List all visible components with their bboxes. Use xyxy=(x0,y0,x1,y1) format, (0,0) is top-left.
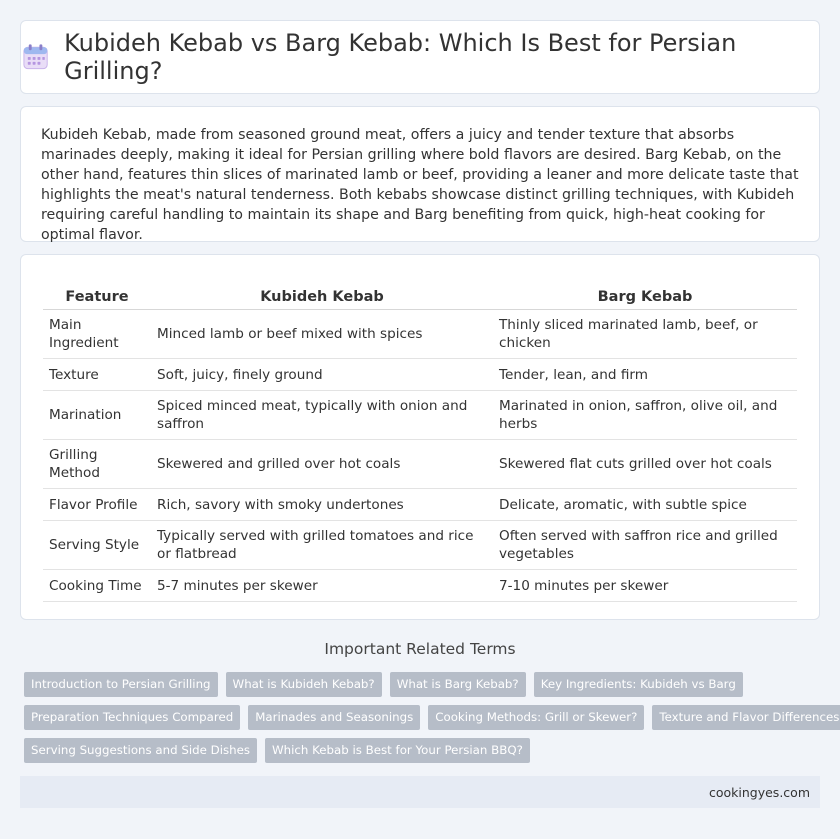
tag-what-is-kubideh[interactable]: What is Kubideh Kebab? xyxy=(226,672,382,697)
footer xyxy=(20,776,820,808)
table-row xyxy=(43,391,797,440)
table-row xyxy=(43,570,797,602)
table-row xyxy=(43,489,797,521)
tag-cooking-methods[interactable]: Cooking Methods: Grill or Skewer? xyxy=(428,705,644,730)
tag-preparation-techniques[interactable]: Preparation Techniques Compared xyxy=(24,705,240,730)
header-card xyxy=(20,20,820,94)
kubideh-cell: Minced lamb or beef mixed with spices xyxy=(151,310,493,359)
kubideh-cell: Rich, savory with smoky undertones xyxy=(151,489,493,521)
tag-introduction-persian-grilling[interactable]: Introduction to Persian Grilling xyxy=(24,672,218,697)
table-row xyxy=(43,310,797,359)
intro-text: Kubideh Kebab, made from seasoned ground meat, offers a juicy and tender texture that absorbs marinades deeply, making it ideal for Persian grilling where bold flavors are desired. Barg Kebab, on the other hand, features thin slices of marinated lamb or beef, providing a leaner and more delicate taste that highlights the meat's natural tenderness. Both kebabs showcase distinct grilling techniques, with Kubideh requiring careful handling to maintain its shape and Barg benefiting from quick, high-heat cooking for optimal flavor. xyxy=(41,127,799,243)
barg-cell: Tender, lean, and firm xyxy=(493,359,797,391)
header-feature: Feature xyxy=(43,283,151,310)
tag-which-kebab-best[interactable]: Which Kebab is Best for Your Persian BBQ? xyxy=(265,738,530,763)
intro-card xyxy=(20,106,820,242)
barg-cell: Delicate, aromatic, with subtle spice xyxy=(493,489,797,521)
feature-cell: Marination xyxy=(43,391,151,440)
table-row xyxy=(43,440,797,489)
tag-what-is-barg[interactable]: What is Barg Kebab? xyxy=(390,672,526,697)
feature-cell: Grilling Method xyxy=(43,440,151,489)
barg-cell: 7-10 minutes per skewer xyxy=(493,570,797,602)
calendar-icon xyxy=(21,42,50,72)
kubideh-cell: 5-7 minutes per skewer xyxy=(151,570,493,602)
barg-cell: Thinly sliced marinated lamb, beef, or chicken xyxy=(493,310,797,359)
kubideh-cell: Soft, juicy, finely ground xyxy=(151,359,493,391)
feature-cell: Cooking Time xyxy=(43,570,151,602)
tag-row xyxy=(24,738,824,763)
footer-site[interactable]: cookingyes.com xyxy=(708,784,810,800)
table-row xyxy=(43,359,797,391)
feature-cell: Texture xyxy=(43,359,151,391)
page-title: Kubideh Kebab vs Barg Kebab: Which Is Best for Persian Grilling? xyxy=(64,29,737,85)
feature-cell: Serving Style xyxy=(43,521,151,570)
kubideh-cell: Typically served with grilled tomatoes and rice or flatbread xyxy=(151,521,493,570)
tag-serving-suggestions[interactable]: Serving Suggestions and Side Dishes xyxy=(24,738,257,763)
barg-cell: Skewered flat cuts grilled over hot coals xyxy=(493,440,797,489)
related-terms-list xyxy=(24,672,840,771)
related-terms-title: Important Related Terms xyxy=(324,640,516,658)
comparison-table xyxy=(43,283,797,602)
tag-row xyxy=(24,672,824,697)
tag-texture-flavor[interactable]: Texture and Flavor Differences xyxy=(652,705,840,730)
barg-cell: Often served with saffron rice and grilled vegetables xyxy=(493,521,797,570)
table-row xyxy=(43,521,797,570)
kubideh-cell: Spiced minced meat, typically with onion and saffron xyxy=(151,391,493,440)
header-kubideh: Kubideh Kebab xyxy=(151,283,493,310)
comparison-table-card xyxy=(20,254,820,620)
tag-marinades-seasonings[interactable]: Marinades and Seasonings xyxy=(248,705,420,730)
feature-cell: Main Ingredient xyxy=(43,310,151,359)
tag-row xyxy=(24,705,840,730)
tag-key-ingredients[interactable]: Key Ingredients: Kubideh vs Barg xyxy=(534,672,743,697)
feature-cell: Flavor Profile xyxy=(43,489,151,521)
kubideh-cell: Skewered and grilled over hot coals xyxy=(151,440,493,489)
header-barg: Barg Kebab xyxy=(493,283,797,310)
barg-cell: Marinated in onion, saffron, olive oil, and herbs xyxy=(493,391,797,440)
table-header-row xyxy=(43,283,797,310)
